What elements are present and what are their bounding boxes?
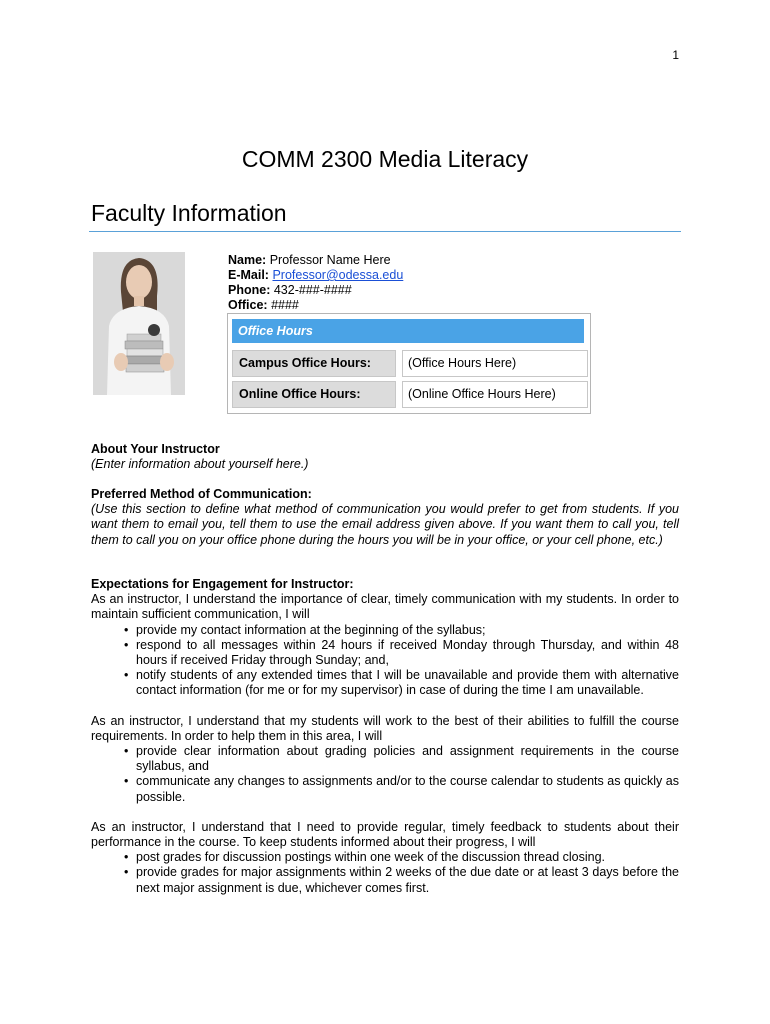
contact-email: E-Mail: Professor@odessa.edu: [228, 268, 404, 282]
expectations-list: [91, 623, 679, 699]
list-item: • post grades for discussion postings within one week of the discussion thread closing.: [91, 850, 679, 865]
office-hours-value: (Online Office Hours Here): [402, 381, 588, 408]
contact-name: Name: Professor Name Here: [228, 253, 391, 267]
contact-info: [228, 253, 403, 313]
expectations-paragraph: As an instructor, I understand that my students will work to the best of their abilities to fulfill the course requirements. In order to help them in this area, I will: [91, 713, 679, 743]
office-hours-label: Campus Office Hours:: [232, 350, 396, 377]
expectations-section: [91, 577, 679, 896]
list-item: • provide clear information about grading policies and assignment requirements in the course syllabus, and: [91, 744, 679, 774]
communication-text: (Use this section to define what method of communication you would prefer to get from students. If you want them to email you, tell them to use the email address given above. If you want them to call you, tell them to call you on your office phone during the hours you will be in your office, or your cell phone, etc.): [91, 502, 679, 547]
email-link[interactable]: Professor@odessa.edu: [272, 268, 404, 282]
expectations-list: [91, 744, 679, 805]
office-hours-row-campus: [232, 350, 584, 377]
communication-heading: Preferred Method of Communication:: [91, 487, 312, 501]
list-item: • notify students of any extended times that I will be unavailable and provide them with alternative contact information (for me or for my supervisor) in case of during the time I am unavailable.: [91, 668, 679, 698]
about-section: [91, 442, 679, 472]
communication-section: [91, 487, 679, 548]
about-text: (Enter information about yourself here.): [91, 457, 309, 472]
list-item: • provide grades for major assignments within 2 weeks of the due date or at least 3 days before the next major assignment is due, whichever comes first.: [91, 865, 679, 895]
office-hours-table: [227, 313, 591, 414]
about-heading: About Your Instructor: [91, 442, 220, 456]
office-hours-label: Online Office Hours:: [232, 381, 396, 408]
section-divider: [89, 231, 681, 232]
instructor-photo: [93, 252, 185, 395]
office-hours-row-online: [232, 381, 584, 408]
expectations-heading: Expectations for Engagement for Instructor:: [91, 577, 354, 591]
list-item: • provide my contact information at the beginning of the syllabus;: [91, 623, 679, 638]
expectations-paragraph: As an instructor, I understand the importance of clear, timely communication with my students. In order to maintain sufficient communication, I will: [91, 592, 679, 622]
office-hours-value: (Office Hours Here): [402, 350, 588, 377]
contact-office: Office: ####: [228, 298, 299, 312]
list-item: • communicate any changes to assignments and/or to the course calendar to students as quickly as possible.: [91, 774, 679, 804]
list-item: • respond to all messages within 24 hours if received Monday through Thursday, and within 48 hours if received Friday through Sunday; and,: [91, 638, 679, 668]
expectations-paragraph: As an instructor, I understand that I need to provide regular, timely feedback to students about their performance in the course. To keep students informed about their progress, I will: [91, 819, 679, 850]
page-number: 1: [672, 48, 679, 62]
contact-phone: Phone: 432-###-####: [228, 283, 352, 297]
expectations-list: [91, 850, 679, 896]
section-title: Faculty Information: [91, 200, 287, 226]
course-title: COMM 2300 Media Literacy: [241, 146, 529, 172]
office-hours-header: Office Hours: [232, 319, 584, 343]
